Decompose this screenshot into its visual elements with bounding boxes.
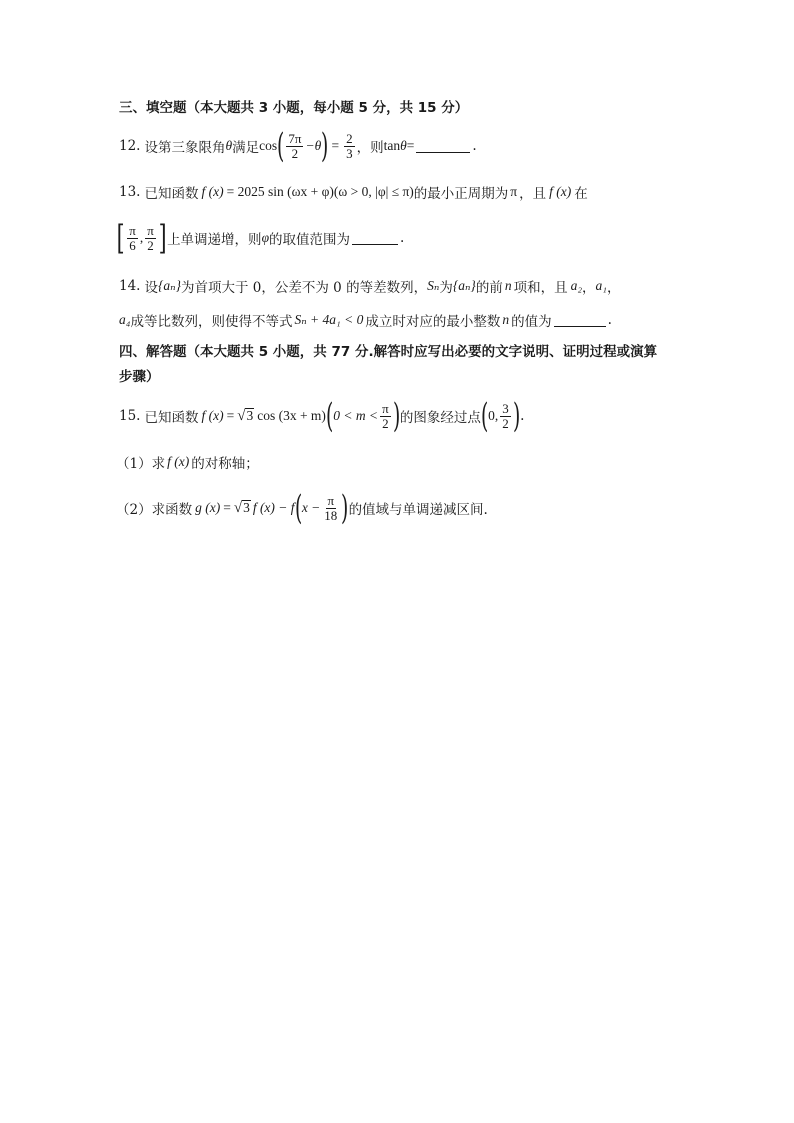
q14-answer-blank bbox=[554, 314, 606, 327]
q14-text-f: 成等比数列，则使得不等式 bbox=[130, 314, 293, 330]
q13-int-den2: 2 bbox=[147, 237, 154, 253]
q12-number: 12. bbox=[119, 138, 141, 154]
q13-text-d: 在 bbox=[574, 186, 588, 202]
q14-an: {aₙ} bbox=[157, 278, 182, 293]
q15-cond-lparen: ( bbox=[325, 396, 334, 436]
q13-int-num2: π bbox=[147, 222, 154, 238]
section3-heading-text: 三、填空题（本大题共 3 小题，每小题 5 分，共 15 分） bbox=[119, 100, 469, 116]
q15-sub2-sqrt-body: 3 bbox=[243, 500, 250, 516]
q12-eq2: = bbox=[406, 138, 415, 153]
q13-comma: , bbox=[139, 230, 144, 245]
q15-text-b: 的图象经过点 bbox=[399, 410, 481, 426]
q15-eq: = bbox=[226, 408, 235, 423]
q13-lbracket: [ bbox=[116, 218, 125, 258]
q15-sub2-rparen: ) bbox=[341, 488, 349, 528]
q15-number: 15. bbox=[119, 408, 141, 424]
q15-sub2-text-a: 求函数 bbox=[151, 502, 193, 518]
section4-heading-line2 bbox=[119, 365, 160, 385]
q15-sub2-f1: f (x) − f bbox=[252, 500, 295, 515]
q15-sqrt-radical-icon: √ bbox=[237, 407, 246, 424]
q13-phi: φ bbox=[261, 230, 270, 245]
q13-text-f: 的取值范围为 bbox=[269, 232, 351, 248]
q15-sub2-frac bbox=[322, 494, 339, 522]
q15-sub2-den: 18 bbox=[324, 507, 338, 523]
q14-number: 14. bbox=[119, 278, 141, 294]
q15-sub2-num: π bbox=[327, 492, 335, 508]
q14-end: . bbox=[607, 312, 612, 328]
section4-heading-text-1: 四、解答题（本大题共 5 小题，共 77 分.解答时应写出必要的文字说明、证明过程或演算 bbox=[119, 344, 658, 360]
q14-text-c: 为 bbox=[439, 280, 453, 296]
q13-int-frac2 bbox=[145, 224, 156, 252]
q15-sub1-fx: f (x) bbox=[167, 454, 190, 469]
q14-a4: a₄ bbox=[119, 312, 131, 327]
q13-int-frac1 bbox=[127, 224, 138, 252]
question-15-part2 bbox=[116, 488, 488, 528]
q13-cond: (ω > 0, |φ| ≤ π) bbox=[333, 184, 414, 199]
q13-int-den1: 6 bbox=[129, 237, 136, 253]
q12-cos: cos bbox=[259, 138, 278, 153]
q14-sep2: ， bbox=[607, 280, 621, 296]
q15-pt-den: 2 bbox=[502, 415, 509, 431]
q15-pt-frac bbox=[500, 402, 511, 430]
q12-frac1-den: 2 bbox=[291, 145, 299, 161]
q13-int-num1: π bbox=[129, 222, 136, 238]
q12-text-a: 设第三象限角 bbox=[144, 140, 226, 156]
q15-cond-a: 0 < m < bbox=[333, 408, 379, 423]
q15-cond-den: 2 bbox=[382, 415, 389, 431]
q15-fx: f (x) bbox=[201, 408, 224, 423]
q13-text-c: ，且 bbox=[519, 186, 547, 202]
q14-text-h: 的值为 bbox=[511, 314, 552, 330]
q12-equals: = bbox=[331, 138, 340, 153]
q13-text-e: 上单调递增，则 bbox=[167, 232, 262, 248]
q13-answer-blank bbox=[352, 232, 398, 245]
q13-expr: = 2025 sin (ωx + φ) bbox=[226, 184, 334, 199]
q12-frac2-den: 3 bbox=[346, 145, 353, 161]
q14-a1: a₁ bbox=[595, 278, 607, 293]
q15-pt-a: 0, bbox=[488, 408, 499, 423]
q14-text-a: 设 bbox=[144, 280, 158, 296]
q15-expr: cos (3x + m) bbox=[257, 408, 326, 423]
q12-frac1 bbox=[286, 132, 303, 160]
q12-lparen: ( bbox=[277, 126, 285, 166]
q15-cond-rparen: ) bbox=[392, 396, 400, 436]
q14-n: n bbox=[504, 278, 512, 293]
section3-heading bbox=[119, 96, 468, 116]
q14-n2: n bbox=[502, 312, 510, 327]
q14-ineq: Sₙ + 4a₁ < 0 bbox=[294, 312, 364, 327]
question-13-line1 bbox=[119, 180, 588, 204]
question-15 bbox=[119, 396, 524, 436]
q15-sub1-text-b: 的对称轴； bbox=[191, 456, 259, 472]
q13-rbracket: ] bbox=[158, 218, 167, 258]
q13-fx2: f (x) bbox=[549, 184, 572, 199]
question-12 bbox=[119, 128, 477, 164]
section4-heading-line1 bbox=[119, 340, 657, 360]
q15-sub2-text-b: 的值域与单调递减区间. bbox=[348, 502, 488, 518]
q13-fx: f (x) bbox=[201, 184, 224, 199]
q12-frac1-num: 7π bbox=[288, 130, 302, 146]
question-13-line2 bbox=[116, 218, 404, 258]
q15-pt-rparen: ) bbox=[512, 396, 521, 436]
q12-frac2 bbox=[344, 132, 355, 160]
q13-pi: π bbox=[510, 184, 518, 199]
q15-sub2-arg: x − bbox=[301, 500, 321, 515]
q15-sub2-lparen: ( bbox=[294, 488, 302, 528]
q15-sub1-text-a: 求 bbox=[151, 456, 166, 472]
q13-text-b: 的最小正周期为 bbox=[413, 186, 509, 202]
q15-end: . bbox=[520, 408, 525, 424]
q15-sub2-gx: g (x) bbox=[195, 500, 221, 515]
q12-text-b: 满足 bbox=[232, 140, 260, 156]
q12-minus-theta: −θ bbox=[305, 138, 322, 153]
q12-end: . bbox=[472, 138, 477, 154]
q12-frac2-num: 2 bbox=[346, 130, 353, 146]
question-15-part1 bbox=[116, 450, 259, 474]
q14-sep1: ， bbox=[582, 280, 596, 296]
q15-pt-num: 3 bbox=[502, 400, 509, 416]
q15-sub2-sqrt bbox=[234, 500, 251, 517]
section4-heading-text-2: 步骤） bbox=[119, 369, 160, 385]
q12-answer-blank bbox=[416, 140, 470, 153]
q15-cond-num: π bbox=[382, 400, 389, 416]
q12-theta2: θ bbox=[400, 138, 407, 153]
q15-text-a: 已知函数 bbox=[144, 410, 199, 426]
question-14-line1 bbox=[119, 274, 621, 298]
q15-pt-lparen: ( bbox=[480, 396, 489, 436]
q15-sqrt-body: 3 bbox=[246, 408, 254, 424]
q12-theta: θ bbox=[225, 138, 233, 153]
q12-text-c: ，则 bbox=[356, 140, 384, 156]
q12-rparen: ) bbox=[321, 126, 329, 166]
q15-sub2-label: （2） bbox=[116, 502, 152, 518]
q15-sub2-radical-icon: √ bbox=[233, 499, 243, 516]
q12-tan: tan bbox=[383, 138, 401, 153]
q15-sqrt bbox=[237, 408, 254, 425]
q13-end: . bbox=[400, 230, 405, 246]
q14-a2: a₂ bbox=[570, 278, 583, 293]
q14-text-b: 为首项大于 0，公差不为 0 的等差数列， bbox=[181, 280, 428, 296]
q14-text-g: 成立时对应的最小整数 bbox=[365, 314, 501, 330]
q14-text-e: 项和，且 bbox=[513, 280, 568, 296]
q15-sub2-eq: = bbox=[223, 500, 231, 515]
q13-number: 13. bbox=[119, 184, 141, 200]
question-14-line2 bbox=[119, 308, 612, 332]
q13-text-a: 已知函数 bbox=[144, 186, 199, 202]
q14-text-d: 的前 bbox=[475, 280, 503, 296]
q14-Sn: Sₙ bbox=[427, 278, 440, 293]
q15-sub1-label: （1） bbox=[116, 456, 152, 472]
q15-cond-frac bbox=[380, 402, 391, 430]
q14-an2: {aₙ} bbox=[452, 278, 476, 293]
